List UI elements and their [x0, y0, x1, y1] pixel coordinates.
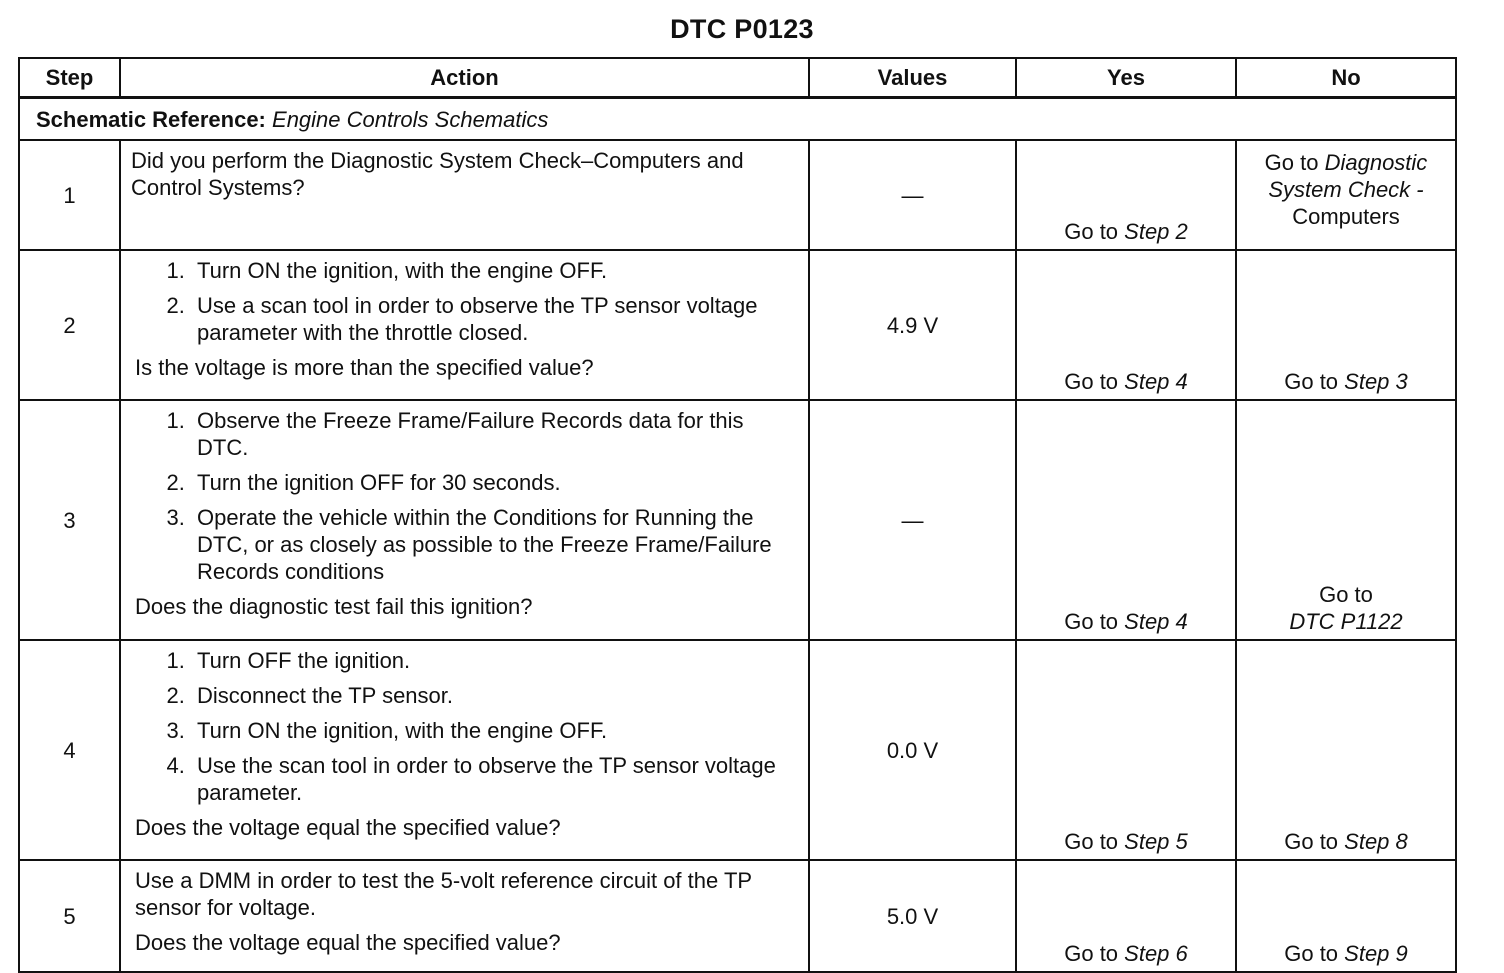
yes-prefix: Go to — [1064, 941, 1125, 966]
no-cell — [1236, 400, 1456, 640]
action-question: Does the voltage equal the specified value? — [135, 815, 561, 840]
action-item: 3. Operate the vehicle within the Conditions for Running the DTC, or as closely as possible to the Freeze Frame/Failure Records conditions — [191, 504, 800, 585]
yes-prefix: Go to — [1064, 829, 1125, 854]
no-prefix: Go to — [1284, 369, 1345, 394]
action-list — [133, 257, 800, 346]
column-header-values: Values — [809, 58, 1016, 98]
value-cell: — — [809, 400, 1016, 640]
schematic-row — [19, 98, 1456, 141]
no-prefix: Go to — [1284, 829, 1345, 854]
diagnostic-table — [18, 57, 1457, 973]
action-item: 1. Turn OFF the ignition. — [191, 647, 800, 674]
value-cell: 5.0 V — [809, 860, 1016, 972]
yes-cell — [1016, 640, 1236, 860]
no-cell — [1236, 250, 1456, 400]
action-item: 2. Turn the ignition OFF for 30 seconds. — [191, 469, 800, 496]
action-item: 2. Use a scan tool in order to observe the TP sensor voltage parameter with the throttle closed. — [191, 292, 800, 346]
no-prefix: Go to — [1284, 941, 1345, 966]
yes-prefix: Go to — [1064, 219, 1125, 244]
yes-prefix: Go to — [1064, 609, 1125, 634]
action-list — [133, 407, 800, 585]
action-cell — [120, 140, 809, 250]
step-number: 3 — [19, 400, 120, 640]
no-step-link[interactable]: Step 8 — [1344, 829, 1408, 854]
action-list — [133, 647, 800, 806]
table-row — [19, 640, 1456, 860]
no-step-link[interactable]: Diagnostic System Check - — [1268, 150, 1428, 202]
schematic-reference — [19, 98, 1456, 141]
no-suffix: Computers — [1292, 204, 1400, 229]
action-item: 1. Observe the Freeze Frame/Failure Records data for this DTC. — [191, 407, 800, 461]
no-prefix: Go to — [1319, 582, 1373, 607]
action-question: Is the voltage is more than the specified value? — [135, 355, 594, 380]
step-number: 4 — [19, 640, 120, 860]
action-text: Use a DMM in order to test the 5-volt reference circuit of the TP sensor for voltage. — [135, 868, 752, 920]
yes-step-link[interactable]: Step 6 — [1124, 941, 1188, 966]
no-prefix: Go to — [1264, 150, 1325, 175]
column-header-step: Step — [19, 58, 120, 98]
page-title: DTC P0123 — [670, 14, 814, 44]
column-header-action: Action — [120, 58, 809, 98]
value-cell: 4.9 V — [809, 250, 1016, 400]
no-step-link[interactable]: Step 9 — [1344, 941, 1408, 966]
yes-prefix: Go to — [1064, 369, 1125, 394]
action-question: Does the voltage equal the specified value? — [135, 930, 561, 955]
action-item: 3. Turn ON the ignition, with the engine OFF. — [191, 717, 800, 744]
schematic-reference-link[interactable]: Engine Controls Schematics — [272, 106, 549, 132]
no-cell — [1236, 140, 1456, 250]
action-item: 1. Turn ON the ignition, with the engine OFF. — [191, 257, 800, 284]
table-row — [19, 400, 1456, 640]
table-row — [19, 250, 1456, 400]
value-cell: 0.0 V — [809, 640, 1016, 860]
action-cell — [120, 400, 809, 640]
yes-cell — [1016, 860, 1236, 972]
yes-cell — [1016, 400, 1236, 640]
action-item: 2. Disconnect the TP sensor. — [191, 682, 800, 709]
action-question: Did you perform the Diagnostic System Check–Computers and Control Systems? — [131, 148, 744, 200]
action-question: Does the diagnostic test fail this ignition? — [135, 594, 533, 619]
step-number: 2 — [19, 250, 120, 400]
yes-step-link[interactable]: Step 2 — [1124, 219, 1188, 244]
table-header-row — [19, 58, 1456, 98]
column-header-yes: Yes — [1016, 58, 1236, 98]
table-row — [19, 140, 1456, 250]
no-step-link[interactable]: DTC P1122 — [1289, 609, 1403, 634]
action-cell — [120, 640, 809, 860]
yes-step-link[interactable]: Step 5 — [1124, 829, 1188, 854]
action-cell — [120, 860, 809, 972]
schematic-reference-label: Schematic Reference: — [36, 106, 266, 132]
no-cell — [1236, 860, 1456, 972]
step-number: 5 — [19, 860, 120, 972]
value-cell: — — [809, 140, 1016, 250]
no-cell — [1236, 640, 1456, 860]
step-number: 1 — [19, 140, 120, 250]
yes-cell — [1016, 250, 1236, 400]
action-cell — [120, 250, 809, 400]
yes-cell — [1016, 140, 1236, 250]
table-row — [19, 860, 1456, 972]
no-step-link[interactable]: Step 3 — [1344, 369, 1408, 394]
column-header-no: No — [1236, 58, 1456, 98]
yes-step-link[interactable]: Step 4 — [1124, 609, 1188, 634]
yes-step-link[interactable]: Step 4 — [1124, 369, 1188, 394]
action-item: 4. Use the scan tool in order to observe the TP sensor voltage parameter. — [191, 752, 800, 806]
